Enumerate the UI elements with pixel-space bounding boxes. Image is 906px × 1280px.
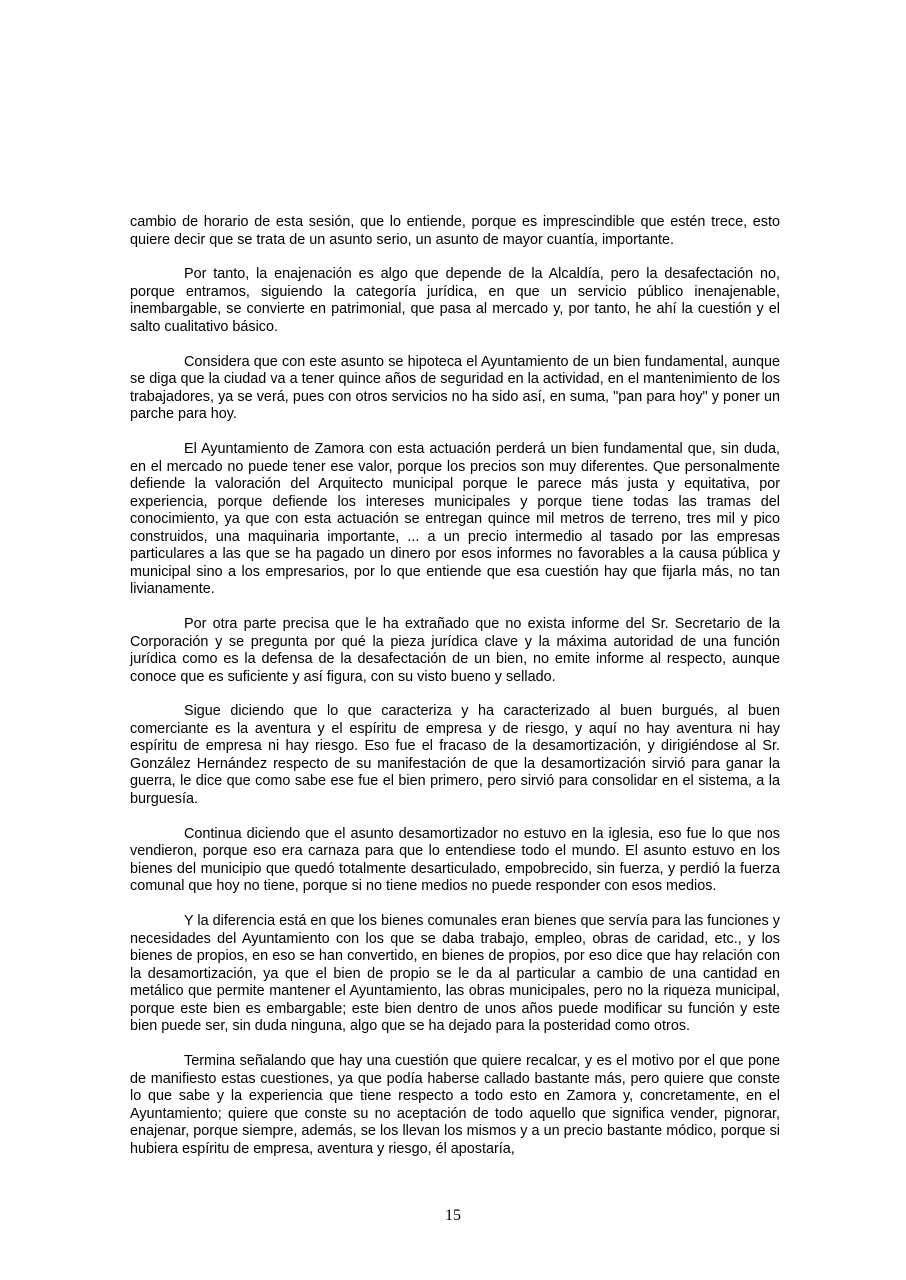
paragraph: Termina señalando que hay una cuestión que quiere recalcar, y es el motivo por el que pone de manifiesto estas cuestiones, ya que podía haberse callado bastante más, pero quiere que conste lo que sabe y la experiencia que tiene respecto a todo esto en Zamora y, concretamente, en el Ayuntamiento; quiere que conste su no aceptación de todo aquello que significa vender, pignorar, enajenar, porque siempre, además, se los llevan los mismos y a un precio bastante módico, porque si hubiera espíritu de empresa, aventura y riesgo, él apostaría, bbox=[130, 1053, 780, 1157]
paragraph: Por otra parte precisa que le ha extrañado que no exista informe del Sr. Secretario de la Corporación y se pregunta por qué la pieza jurídica clave y la máxima autoridad de una función jurídica como es la defensa de la desafectación de un bien, no emite informe al respecto, aunque conoce que es suficiente y así figura, con su visto bueno y sellado. bbox=[130, 616, 780, 685]
paragraph: Y la diferencia está en que los bienes comunales eran bienes que servía para las funciones y necesidades del Ayuntamiento con los que se daba trabajo, empleo, obras de caridad, etc., y los bienes de propios, en eso se han convertido, en bienes de propios, por eso dice que hay relación con la desamortización, ya que el bien de propio se le da al particular a cambio de una cantidad en metálico que permite mantener el Ayuntamiento, las obras municipales, pero no la riqueza municipal, porque este bien es embargable; este bien dentro de unos años puede modificar su función y este bien puede ser, sin duda ninguna, algo que se ha dejado para la posteridad como otros. bbox=[130, 913, 780, 1035]
paragraph-continuation: cambio de horario de esta sesión, que lo entiende, porque es imprescindible que estén trece, esto quiere decir que se trata de un asunto serio, un asunto de mayor cuantía, importante. bbox=[130, 214, 780, 248]
paragraph: Considera que con este asunto se hipoteca el Ayuntamiento de un bien fundamental, aunque se diga que la ciudad va a tener quince años de seguridad en la actividad, en el mantenimiento de los trabajadores, ya se verá, pues con otros servicios no ha sido así, en suma, "pan para hoy" y poner un parche para hoy. bbox=[130, 353, 780, 423]
paragraph: Por tanto, la enajenación es algo que depende de la Alcaldía, pero la desafectación no, porque entramos, siguiendo la categoría jurídica, en que un servicio público inenajenable, inembargable, se convierte en patrimonial, que pasa al mercado y, por tanto, he ahí la cuestión y el salto cualitativo básico. bbox=[130, 266, 780, 335]
paragraph: Continua diciendo que el asunto desamortizador no estuvo en la iglesia, eso fue lo que nos vendieron, porque eso era carnaza para que lo entendiese todo el mundo. El asunto estuvo en los bienes del municipio que quedó totalmente desarticulado, empobrecido, sin fuerza, y perdió la fuerza comunal que hoy no tiene, porque si no tiene medios no puede responder con esos medios. bbox=[130, 825, 780, 895]
document-body bbox=[130, 214, 780, 1176]
paragraph: El Ayuntamiento de Zamora con esta actuación perderá un bien fundamental que, sin duda, en el mercado no puede tener ese valor, porque los precios son muy diferentes. Que personalmente defiende la valoración del Arquitecto municipal porque le parece más justa y equitativa, por experiencia, porque defiende los intereses municipales y porque tiene todas las tramas del conocimiento, ya que con esta actuación se entregan quince mil metros de terreno, tres mil y pico construidos, una maquinaria importante, ... a un precio intermedio al tasado por las empresas particulares a las que se ha pagado un dinero por esos informes no favorables a la causa pública y municipal sino a los empresarios, por lo que entiende que esa cuestión hay que fijarla más, no tan livianamente. bbox=[130, 441, 780, 598]
paragraph: Sigue diciendo que lo que caracteriza y ha caracterizado al buen burgués, al buen comerciante es la aventura y el espíritu de empresa y de riesgo, y aquí no hay aventura ni hay espíritu de empresa ni hay riesgo. Eso fue el fracaso de la desamortización, y dirigiéndose al Sr. González Hernández respecto de su manifestación de que la desamortización sirvió para ganar la guerra, le dice que como sabe ese fue el bien primero, pero sirvió para consolidar en el sistema, a la burguesía. bbox=[130, 703, 780, 807]
page-number: 15 bbox=[445, 1207, 461, 1224]
